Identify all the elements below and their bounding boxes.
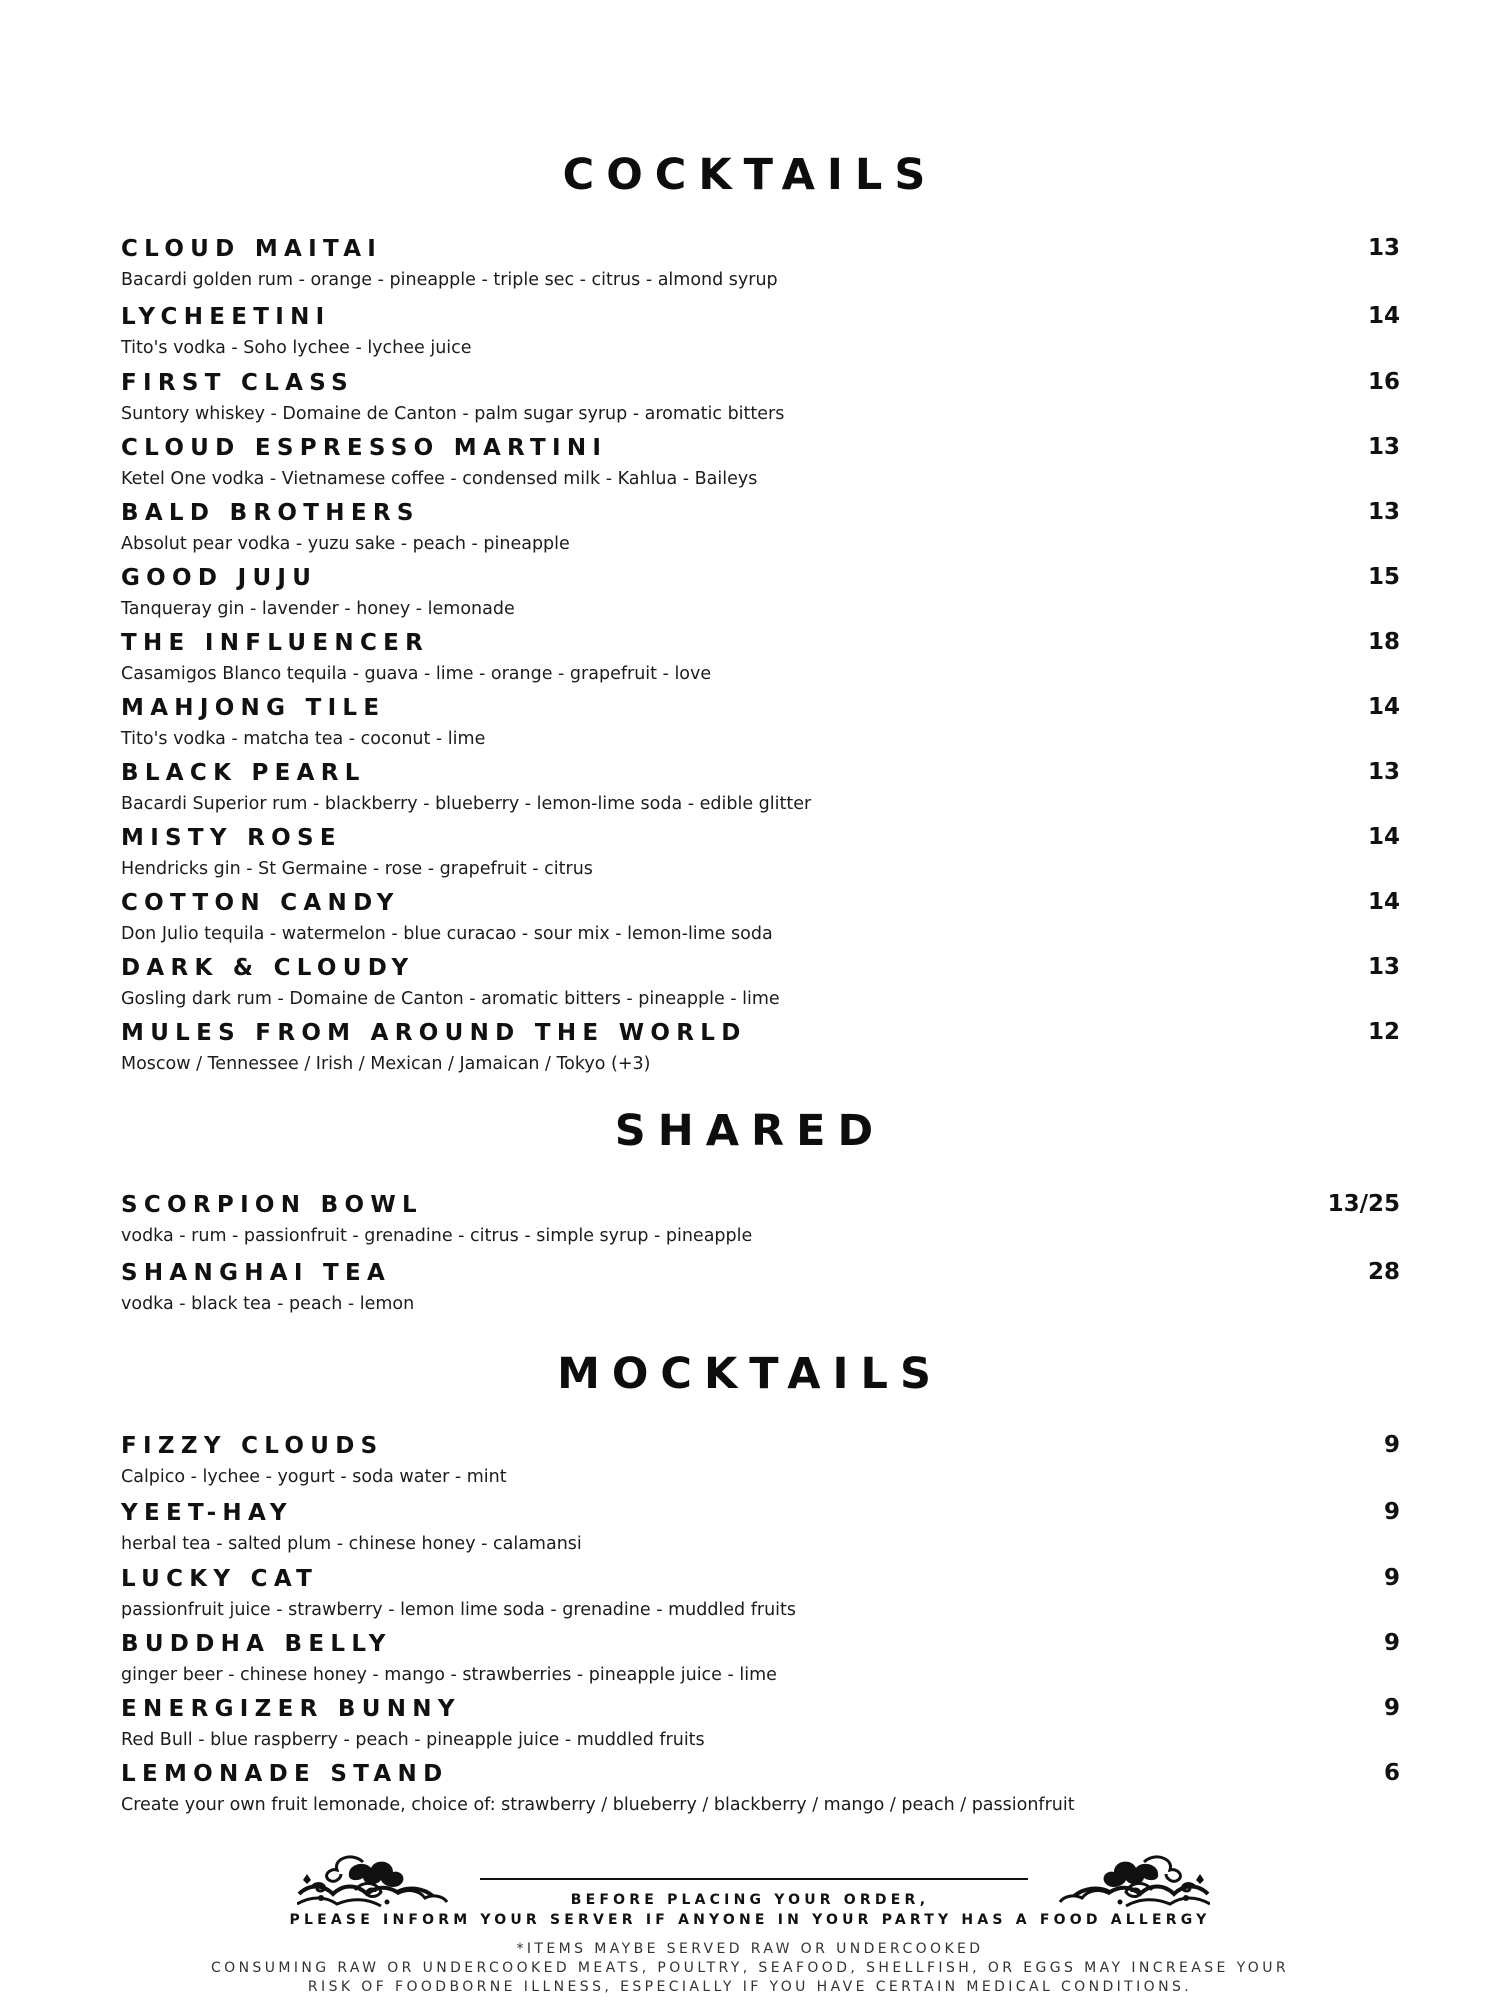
menu-item-lycheetini bbox=[121, 304, 1400, 364]
item-name: MISTY ROSE bbox=[121, 825, 342, 851]
item-description: Ketel One vodka - Vietnamese coffee - condensed milk - Kahlua - Baileys bbox=[121, 469, 758, 489]
item-name: YEET-HAY bbox=[121, 1500, 293, 1526]
item-description: Suntory whiskey - Domaine de Canton - palm sugar syrup - aromatic bitters bbox=[121, 404, 785, 424]
menu-item-mules-from-around-the-world bbox=[121, 1020, 1400, 1080]
item-price: 15 bbox=[1367, 564, 1400, 590]
item-price: 13 bbox=[1367, 759, 1400, 785]
item-price: 13 bbox=[1367, 434, 1400, 460]
item-name: ENERGIZER BUNNY bbox=[121, 1696, 461, 1722]
item-name: FIZZY CLOUDS bbox=[121, 1433, 384, 1459]
item-price: 14 bbox=[1367, 824, 1400, 850]
item-description: herbal tea - salted plum - chinese honey - calamansi bbox=[121, 1534, 582, 1554]
item-description: Moscow / Tennessee / Irish / Mexican / Jamaican / Tokyo (+3) bbox=[121, 1054, 651, 1074]
item-description: vodka - black tea - peach - lemon bbox=[121, 1294, 415, 1314]
menu-item-lucky-cat bbox=[121, 1566, 1400, 1626]
item-price: 9 bbox=[1383, 1499, 1400, 1525]
item-name: LYCHEETINI bbox=[121, 304, 331, 330]
menu-item-fizzy-clouds bbox=[121, 1433, 1400, 1493]
section-title-shared: SHARED bbox=[614, 1106, 886, 1156]
item-description: Hendricks gin - St Germaine - rose - grapefruit - citrus bbox=[121, 859, 593, 879]
item-name: CLOUD MAITAI bbox=[121, 236, 383, 262]
item-name: DARK & CLOUDY bbox=[121, 955, 415, 981]
menu-item-black-pearl bbox=[121, 760, 1400, 820]
allergy-footer bbox=[0, 1850, 1500, 2000]
menu-item-bald-brothers bbox=[121, 500, 1400, 560]
section-title-mocktails: MOCKTAILS bbox=[557, 1349, 943, 1399]
item-price: 28 bbox=[1367, 1259, 1400, 1285]
item-price: 9 bbox=[1383, 1695, 1400, 1721]
menu-item-cloud-maitai bbox=[121, 236, 1400, 296]
item-description: Calpico - lychee - yogurt - soda water - mint bbox=[121, 1467, 507, 1487]
item-description: Absolut pear vodka - yuzu sake - peach - pineapple bbox=[121, 534, 570, 554]
item-name: LEMONADE STAND bbox=[121, 1761, 449, 1787]
menu-item-dark-and-cloudy bbox=[121, 955, 1400, 1015]
raw-food-warning-line-2: CONSUMING RAW OR UNDERCOOKED MEATS, POULTRY, SEAFOOD, SHELLFISH, OR EGGS MAY INCREASE YOUR bbox=[210, 1960, 1290, 1976]
item-description: Casamigos Blanco tequila - guava - lime - orange - grapefruit - love bbox=[121, 664, 712, 684]
item-price: 9 bbox=[1383, 1630, 1400, 1656]
item-price: 18 bbox=[1367, 629, 1400, 655]
menu-item-scorpion-bowl bbox=[121, 1192, 1400, 1252]
item-description: Tanqueray gin - lavender - honey - lemonade bbox=[121, 599, 515, 619]
item-description: Tito's vodka - Soho lychee - lychee juice bbox=[121, 338, 472, 358]
item-description: Bacardi golden rum - orange - pineapple - triple sec - citrus - almond syrup bbox=[121, 270, 778, 290]
item-description: Tito's vodka - matcha tea - coconut - lime bbox=[121, 729, 486, 749]
item-description: Create your own fruit lemonade, choice of: strawberry / blueberry / blackberry / mango / peach / passionfruit bbox=[121, 1795, 1075, 1815]
item-price: 13/25 bbox=[1327, 1191, 1400, 1217]
item-price: 14 bbox=[1367, 303, 1400, 329]
item-price: 16 bbox=[1367, 369, 1400, 395]
item-name: SCORPION BOWL bbox=[121, 1192, 423, 1218]
item-price: 14 bbox=[1367, 694, 1400, 720]
item-price: 6 bbox=[1383, 1760, 1400, 1786]
menu-item-lemonade-stand bbox=[121, 1761, 1400, 1821]
menu-item-misty-rose bbox=[121, 825, 1400, 885]
item-name: BLACK PEARL bbox=[121, 760, 366, 786]
menu-item-yeet-hay bbox=[121, 1500, 1400, 1560]
menu-item-good-juju bbox=[121, 565, 1400, 625]
allergy-notice-line-1: BEFORE PLACING YOUR ORDER, bbox=[570, 1892, 930, 1908]
item-price: 13 bbox=[1367, 499, 1400, 525]
allergy-notice-line-2: PLEASE INFORM YOUR SERVER IF ANYONE IN YOUR PARTY HAS A FOOD ALLERGY bbox=[289, 1912, 1211, 1928]
menu-item-shanghai-tea bbox=[121, 1260, 1400, 1320]
footer-divider bbox=[480, 1878, 1028, 1880]
item-name: BALD BROTHERS bbox=[121, 500, 420, 526]
item-description: Gosling dark rum - Domaine de Canton - aromatic bitters - pineapple - lime bbox=[121, 989, 780, 1009]
item-name: THE INFLUENCER bbox=[121, 630, 430, 656]
item-name: COTTON CANDY bbox=[121, 890, 400, 916]
item-description: vodka - rum - passionfruit - grenadine - citrus - simple syrup - pineapple bbox=[121, 1226, 753, 1246]
menu-item-the-influencer bbox=[121, 630, 1400, 690]
item-price: 9 bbox=[1383, 1565, 1400, 1591]
menu-item-energizer-bunny bbox=[121, 1696, 1400, 1756]
item-description: passionfruit juice - strawberry - lemon lime soda - grenadine - muddled fruits bbox=[121, 1600, 797, 1620]
item-name: MULES FROM AROUND THE WORLD bbox=[121, 1020, 747, 1046]
item-name: LUCKY CAT bbox=[121, 1566, 319, 1592]
menu-item-cloud-espresso-martini bbox=[121, 435, 1400, 495]
raw-food-warning-line-3: RISK OF FOODBORNE ILLNESS, ESPECIALLY IF YOU HAVE CERTAIN MEDICAL CONDITIONS. bbox=[307, 1979, 1193, 1995]
item-description: Don Julio tequila - watermelon - blue curacao - sour mix - lemon-lime soda bbox=[121, 924, 773, 944]
raw-food-warning-line-1: *ITEMS MAYBE SERVED RAW OR UNDERCOOKED bbox=[516, 1941, 984, 1957]
item-description: Bacardi Superior rum - blackberry - blueberry - lemon-lime soda - edible glitter bbox=[121, 794, 812, 814]
item-price: 14 bbox=[1367, 889, 1400, 915]
item-description: ginger beer - chinese honey - mango - strawberries - pineapple juice - lime bbox=[121, 1665, 777, 1685]
item-price: 13 bbox=[1367, 235, 1400, 261]
menu-item-first-class bbox=[121, 370, 1400, 430]
item-price: 12 bbox=[1367, 1019, 1400, 1045]
menu-item-buddha-belly bbox=[121, 1631, 1400, 1691]
item-price: 13 bbox=[1367, 954, 1400, 980]
item-name: BUDDHA BELLY bbox=[121, 1631, 392, 1657]
item-name: GOOD JUJU bbox=[121, 565, 318, 591]
item-name: CLOUD ESPRESSO MARTINI bbox=[121, 435, 608, 461]
item-price: 9 bbox=[1383, 1432, 1400, 1458]
item-name: SHANGHAI TEA bbox=[121, 1260, 392, 1286]
menu-item-mahjong-tile bbox=[121, 695, 1400, 755]
menu-item-cotton-candy bbox=[121, 890, 1400, 950]
section-title-cocktails: COCKTAILS bbox=[562, 150, 938, 200]
item-name: MAHJONG TILE bbox=[121, 695, 386, 721]
item-description: Red Bull - blue raspberry - peach - pineapple juice - muddled fruits bbox=[121, 1730, 705, 1750]
item-name: FIRST CLASS bbox=[121, 370, 354, 396]
